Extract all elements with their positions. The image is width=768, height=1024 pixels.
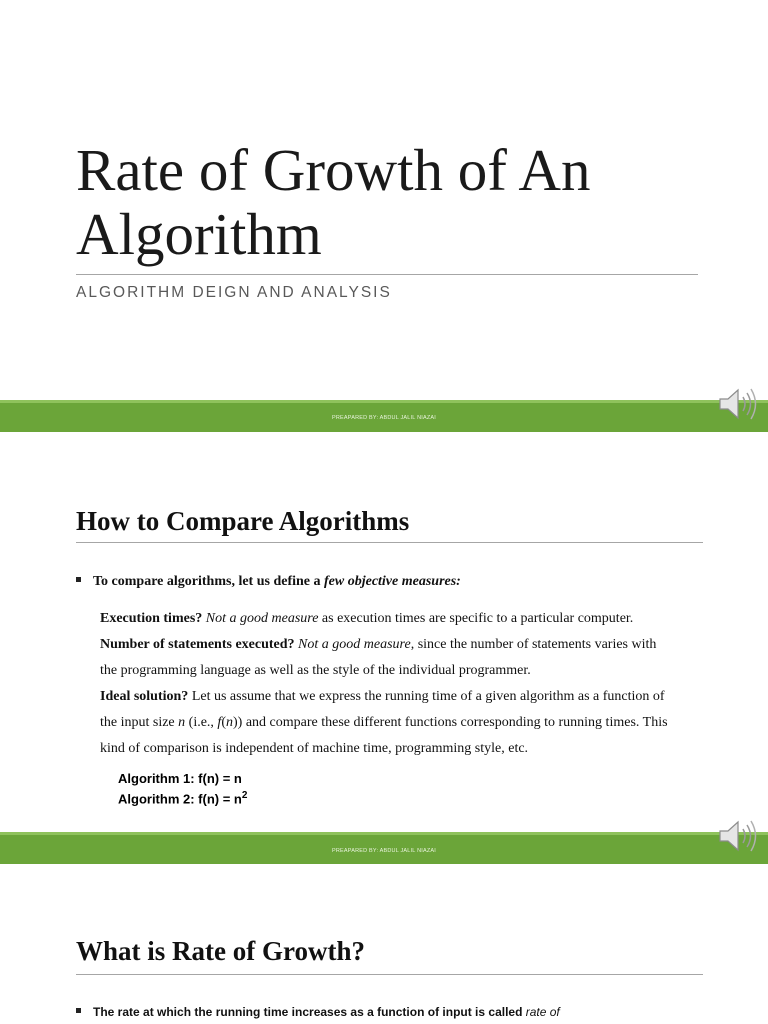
slide-heading: What is Rate of Growth? — [76, 936, 365, 966]
speaker-icon[interactable] — [716, 384, 760, 424]
bullet-square-icon — [76, 577, 81, 582]
bullet-item: To compare algorithms, let us define a few objective measures: — [76, 574, 461, 590]
title-line-2: Algorithm — [76, 201, 322, 267]
algorithm-2: Algorithm 2: $f(n) = n^2$ — [118, 790, 248, 807]
slide-title — [0, 0, 768, 432]
footer-text: PREAPARED BY: ABDUL JALIL NIAZAI — [331, 415, 436, 421]
algorithm-1: Algorithm 1: f(n) = n — [118, 771, 242, 786]
slide-heading: How to Compare Algorithms — [76, 506, 410, 536]
slide-subtitle: ALGORITHM DEIGN AND ANALYSIS — [76, 284, 392, 301]
heading-divider — [76, 974, 703, 975]
execution-times-line: Execution times? Not a good measure as execution times are specific to a particular computer. — [100, 611, 634, 626]
heading-divider — [76, 542, 703, 543]
footer-text: PREAPARED BY: ABDUL JALIL NIAZAI — [331, 848, 436, 854]
slide-rate-of-growth — [0, 864, 768, 1024]
bullet-square-icon — [76, 1008, 81, 1013]
ideal-solution-line: Ideal solution? Let us assume that we express the running time of a given algorithm as a function of the input size n (i.e., f(n)) and compare these different functions corresponding to running times. This kind of comparison is independent of machine time, programming style, etc. — [100, 689, 668, 756]
slide-compare — [0, 432, 768, 864]
statements-executed-line: Number of statements executed? Not a good measure, since the number of statements varies with the programming language as well as the style of the individual programmer. — [100, 637, 657, 678]
slide-title-heading — [76, 138, 716, 266]
bullet-item: The rate at which the running time increases as a function of input is called rate of — [76, 1005, 560, 1021]
algorithm-list — [118, 770, 247, 807]
title-divider — [76, 274, 698, 275]
speaker-icon[interactable] — [716, 816, 760, 856]
title-line-1: Rate of Growth of An — [76, 137, 591, 203]
measures-text — [100, 606, 700, 762]
